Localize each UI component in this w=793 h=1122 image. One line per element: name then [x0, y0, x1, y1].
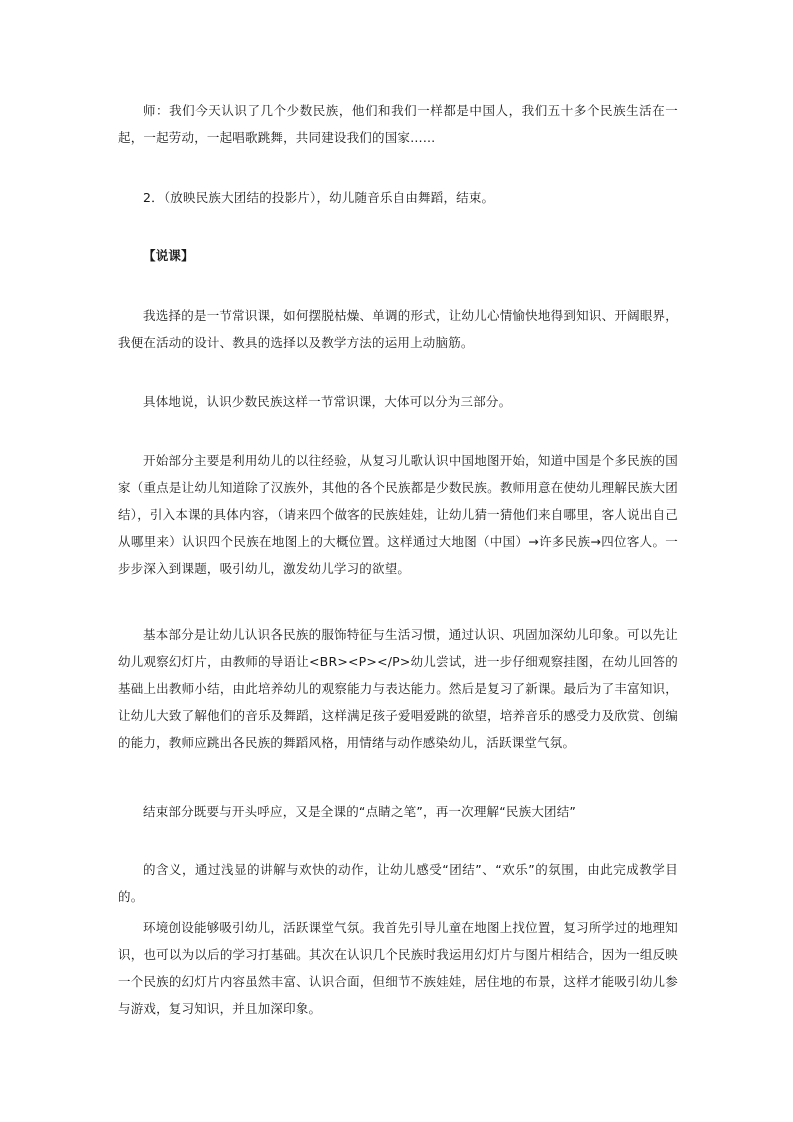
paragraph-opening-part: 开始部分主要是利用幼儿的以往经验，从复习儿歌认识中国地图开始，知道中国是个多民族的国家（重点是让幼儿知道除了汉族外，其他的各个民族都是少数民族。教师用意在使幼儿理解民族大团结），引入本课的具体内容，（请来四个做客的民族娃娃，让幼儿猜一猜他们来自哪里，客人说出自己从哪里来）认识四个民族在地图上的大概位置。这样通过大地图（中国）→许多民族→四位客人。一步步深入到课题，吸引幼儿，激发幼儿学习的欲望。 [118, 453, 678, 576]
paragraph-environment: 环境创设能够吸引幼儿，活跃课堂气氛。我首先引导儿童在地图上找位置，复习所学过的地理知识，也可以为以后的学习打基础。其次在认识几个民族时我运用幻灯片与图片相结合，因为一组反映一个民族的幻灯片内容虽然丰富、认识合面，但细节不族娃娃，居住地的布景，这样才能吸引幼儿参与游戏，复习知识，并且加深印象。 [118, 920, 678, 1016]
paragraph-step-2: 2．（放映民族大团结的投影片），幼儿随音乐自由舞蹈，结束。 [143, 190, 495, 205]
paragraph-ending-part: 结束部分既要与开头呼应，又是全课的“点睛之笔”，再一次理解“民族大团结” [143, 804, 577, 819]
section-heading-shuoke: 【说课】 [143, 248, 194, 263]
paragraph-intro: 我选择的是一节常识课，如何摆脱枯燥、单调的形式，让幼儿心情愉快地得到知识、开阔眼界，我便在活动的设计、教具的选择以及教学方法的运用上动脑筋。 [118, 308, 678, 350]
paragraph-teacher-summary: 师：我们今天认识了几个少数民族，他们和我们一样都是中国人，我们五十多个民族生活在一起，一起劳动，一起唱歌跳舞，共同建设我们的国家…… [118, 103, 678, 145]
paragraph-three-parts: 具体地说，认识少数民族这样一节常识课，大体可以分为三部分。 [143, 394, 512, 409]
paragraph-basic-part: 基本部分是让幼儿认识各民族的服饰特征与生活习惯，通过认识、巩固加深幼儿印象。可以先让幼儿观察幻灯片，由教师的导语让<BR><P></P>幼儿尝试，进一步仔细观察挂图，在幼儿回答的基础上出教师小结，由此培养幼儿的观察能力与表达能力。然后是复习了新课。最后为了丰富知识，让幼儿大致了解他们的音乐及舞蹈，这样满足孩子爱唱爱跳的欲望，培养音乐的感受力及欣赏、创编的能力，教师应跳出各民族的舞蹈风格，用情绪与动作感染幼儿，活跃课堂气氛。 [118, 627, 678, 750]
paragraph-ending-meaning: 的含义，通过浅显的讲解与欢快的动作，让幼儿感受“团结”、“欢乐”的氛围，由此完成教学目的。 [118, 862, 678, 904]
